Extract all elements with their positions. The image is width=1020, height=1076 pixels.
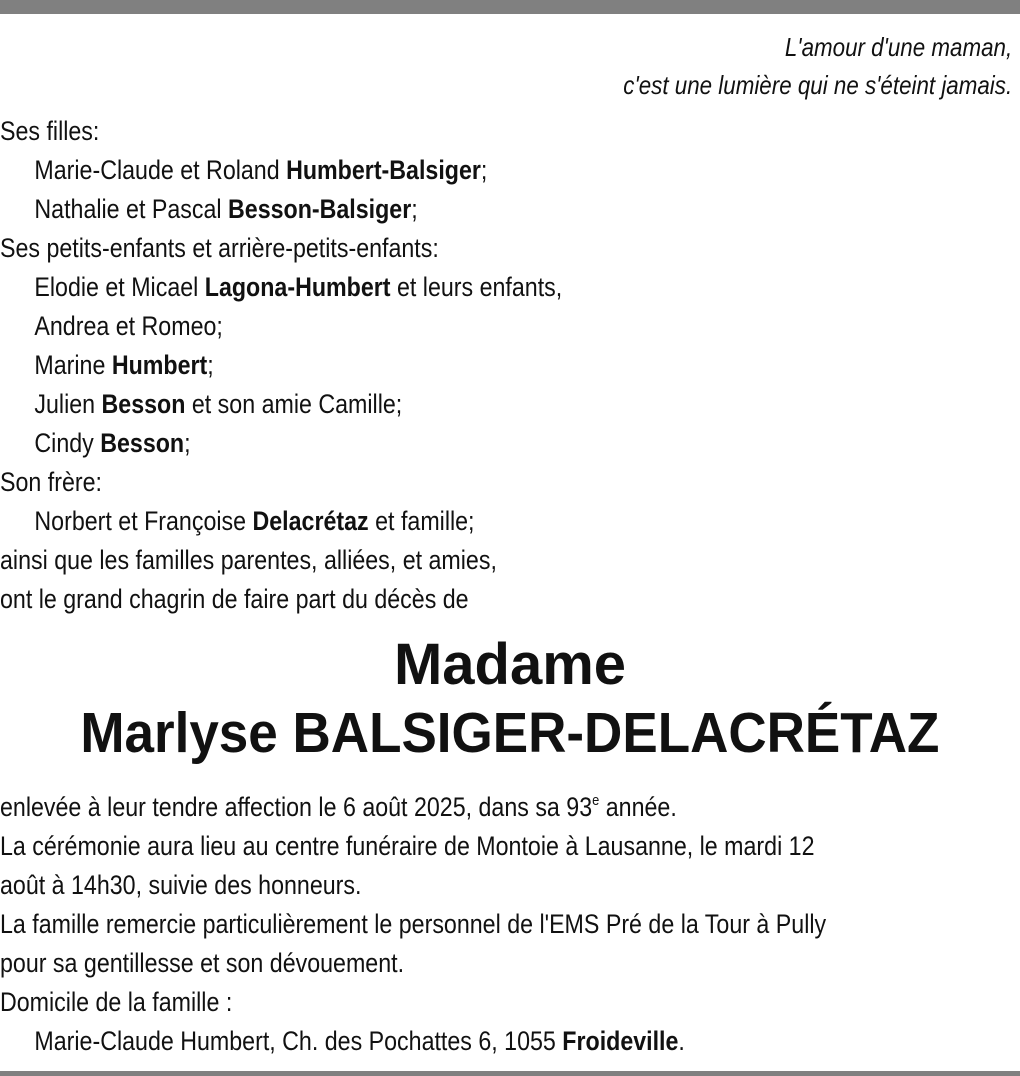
petit-enfant-4-surname: Besson [100,428,185,458]
quote-line-1: L'amour d'une maman, [784,32,1012,62]
domicile-label: Domicile de la famille : [0,987,233,1017]
frere-label: Son frère: [0,467,102,497]
petit-enfant-4-given: Cindy [34,428,101,458]
filles-label: Ses filles: [0,116,100,146]
enlevee-text: enlevée à leur tendre affection le 6 août 2025, dans sa 93 [0,792,593,822]
petit-enfant-1 [0,268,1015,307]
petit-enfant-3 [0,385,1015,424]
arriere-petits-enfants: Andrea et Romeo; [34,311,223,341]
epigraph-quote [623,28,1012,104]
fille-2-surname: Besson-Balsiger [228,194,412,224]
petit-enfant-4-punct: ; [184,428,191,458]
familles-line: ainsi que les familles parentes, alliées, et amies, [0,545,497,575]
petit-enfant-3-rest: et son amie Camille; [185,389,403,419]
enlevee-line [0,788,1020,827]
domicile-street: Marie-Claude Humbert, Ch. des Pochattes 6, 1055 [34,1026,563,1056]
petit-enfant-4 [0,424,1015,463]
remerciement-line-2: pour sa gentillesse et son dévouement. [0,948,405,978]
petit-enfant-1-rest: et leurs enfants, [390,272,563,302]
frere-rest: et famille; [368,506,475,536]
domicile-city: Froideville [562,1026,679,1056]
ceremonie-line-2: août à 14h30, suivie des honneurs. [0,870,362,900]
top-rule [0,0,1020,14]
deceased-name: Marlyse BALSIGER-DELACRÉTAZ [80,701,940,765]
petit-enfant-3-surname: Besson [101,389,186,419]
frere-surname: Delacrétaz [252,506,369,536]
family-list [0,112,1015,619]
deceased-heading [0,632,1020,768]
fille-1-punct: ; [480,155,488,185]
petit-enfant-1-given: Elodie et Micael [34,272,205,302]
chagrin-line: ont le grand chagrin de faire part du décès de [0,584,469,614]
fille-2 [0,190,1015,229]
domicile-address [0,1022,1020,1061]
petit-enfant-2 [0,346,1015,385]
petit-enfant-2-punct: ; [207,350,214,380]
petit-enfant-2-given: Marine [34,350,112,380]
petits-enfants-label: Ses petits-enfants et arrière-petits-enfants: [0,233,439,263]
ceremonie-line-1: La cérémonie aura lieu au centre funéraire de Montoie à Lausanne, le mardi 12 [0,831,815,861]
petit-enfant-3-given: Julien [34,389,102,419]
fille-1-given: Marie-Claude et Roland [34,155,287,185]
remerciement-line-1: La famille remercie particulièrement le personnel de l'EMS Pré de la Tour à Pully [0,909,827,939]
enlevee-end: année. [599,792,677,822]
fille-2-given: Nathalie et Pascal [34,194,229,224]
bottom-rule [0,1071,1020,1076]
frere [0,502,1015,541]
petit-enfant-2-surname: Humbert [111,350,208,380]
domicile-punct: . [678,1026,685,1056]
deceased-title: Madame [393,632,627,697]
quote-line-2: c'est une lumière qui ne s'éteint jamais. [623,70,1012,100]
ordinal-superscript: e [592,792,600,809]
fille-1 [0,151,1015,190]
fille-1-surname: Humbert-Balsiger [286,155,481,185]
ceremony-details [0,788,1020,1061]
fille-2-punct: ; [411,194,418,224]
petit-enfant-1-surname: Lagona-Humbert [204,272,391,302]
frere-given: Norbert et Françoise [34,506,253,536]
